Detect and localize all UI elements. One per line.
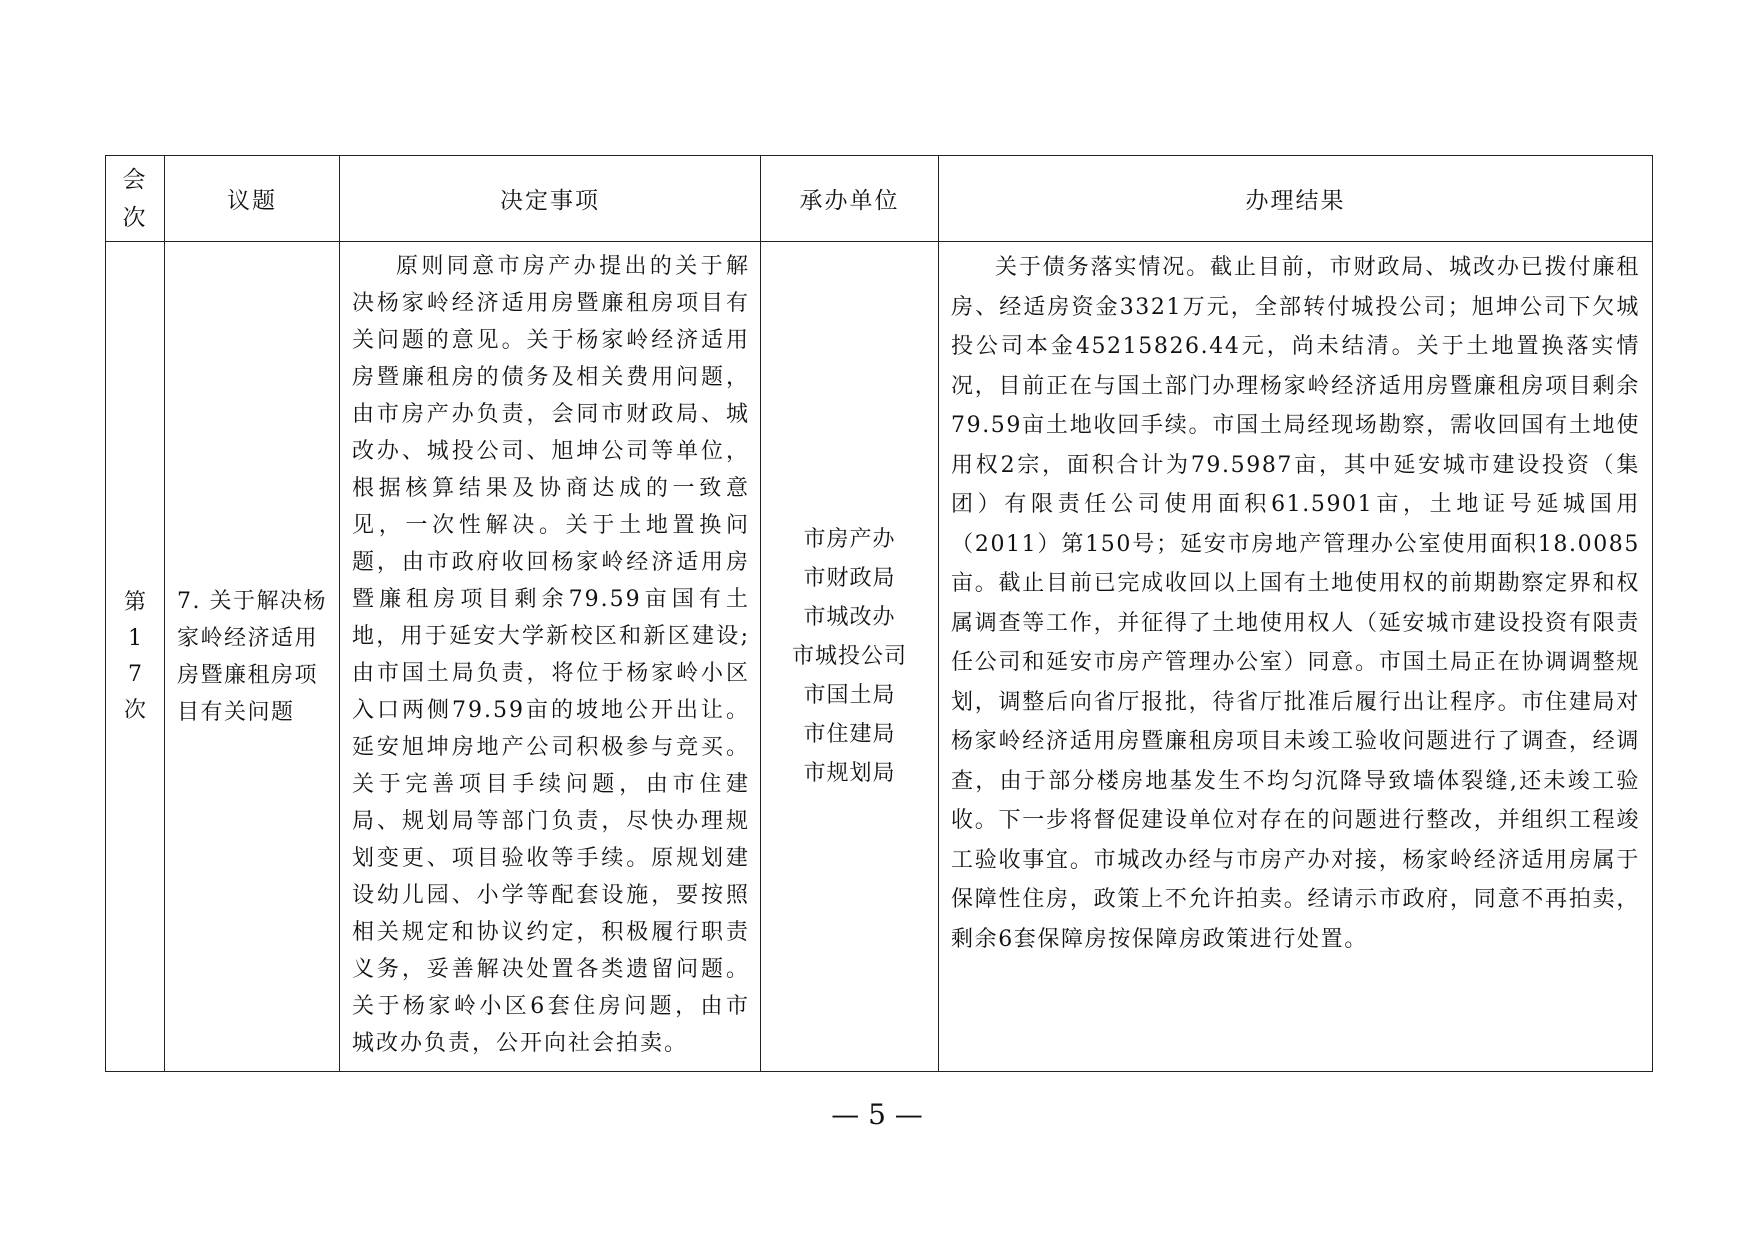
unit-item: 市财政局 [803, 566, 896, 591]
header-session [106, 156, 165, 242]
session-cell [106, 242, 165, 1072]
table-row [106, 242, 1653, 1072]
header-session-label: 会次 [122, 166, 148, 231]
unit-item: 市住建局 [803, 722, 896, 747]
decision-cell: 原则同意市房产办提出的关于解决杨家岭经济适用房暨廉租房项目有关问题的意见。关于杨家岭经济适用房暨廉租房的债务及相关费用问题，由市房产办负责，会同市财政局、城改办、城投公司、旭坤公司等单位，根据核算结果及协商达成的一致意见，一次性解决。关于土地置换问题，由市政府收回杨家岭经济适用房暨廉租房项目剩余79.59亩国有土地，用于延安大学新校区和新区建设;由市国土局负责，将位于杨家岭小区入口两侧79.59亩的坡地公开出让。延安旭坤房地产公司积极参与竞买。关于完善项目手续问题，由市住建局、规划局等部门负责，尽快办理规划变更、项目验收等手续。原规划建设幼儿园、小学等配套设施，要按照相关规定和协议约定，积极履行职责义务，妥善解决处置各类遗留问题。关于杨家岭小区6套住房问题，由市城改办负责，公开向社会拍卖。 [340, 242, 761, 1072]
header-unit: 承办单位 [761, 156, 939, 242]
unit-item: 市城改办 [803, 605, 896, 630]
unit-item: 市房产办 [803, 527, 896, 552]
unit-item: 市国土局 [803, 683, 896, 708]
session-value: 第17次 [123, 589, 146, 723]
header-decision: 决定事项 [340, 156, 761, 242]
table-header-row [106, 156, 1653, 242]
meeting-decisions-table [105, 155, 1653, 1072]
unit-item: 市城投公司 [791, 644, 907, 669]
unit-item: 市规划局 [803, 761, 896, 786]
page-number: — 5 — [831, 1098, 923, 1131]
topic-cell: 7. 关于解决杨家岭经济适用房暨廉租房项目有关问题 [165, 242, 340, 1072]
unit-cell [761, 242, 939, 1072]
result-cell: 关于债务落实情况。截止目前，市财政局、城改办已拨付廉租房、经适房资金3321万元，全部转付城投公司；旭坤公司下欠城投公司本金45215826.44元，尚未结清。关于土地置换落实情况，目前正在与国土部门办理杨家岭经济适用房暨廉租房项目剩余79.59亩土地收回手续。市国土局经现场勘察，需收回国有土地使用权2宗，面积合计为79.5987亩，其中延安城市建设投资（集团）有限责任公司使用面积61.5901亩，土地证号延城国用（2011）第150号；延安市房地产管理办公室使用面积18.0085亩。截止目前已完成收回以上国有土地使用权的前期勘察定界和权属调查等工作，并征得了土地使用权人（延安城市建设投资有限责任公司和延安市房产管理办公室）同意。市国土局正在协调调整规划，调整后向省厅报批，待省厅批准后履行出让程序。市住建局对杨家岭经济适用房暨廉租房项目未竣工验收问题进行了调查，经调查，由于部分楼房地基发生不均匀沉降导致墙体裂缝,还未竣工验收。下一步将督促建设单位对存在的问题进行整改，并组织工程竣工验收事宜。市城改办经与市房产办对接，杨家岭经济适用房属于保障性住房，政策上不允许拍卖。经请示市政府，同意不再拍卖，剩余6套保障房按保障房政策进行处置。 [939, 242, 1653, 1072]
header-topic: 议题 [165, 156, 340, 242]
header-result: 办理结果 [939, 156, 1653, 242]
